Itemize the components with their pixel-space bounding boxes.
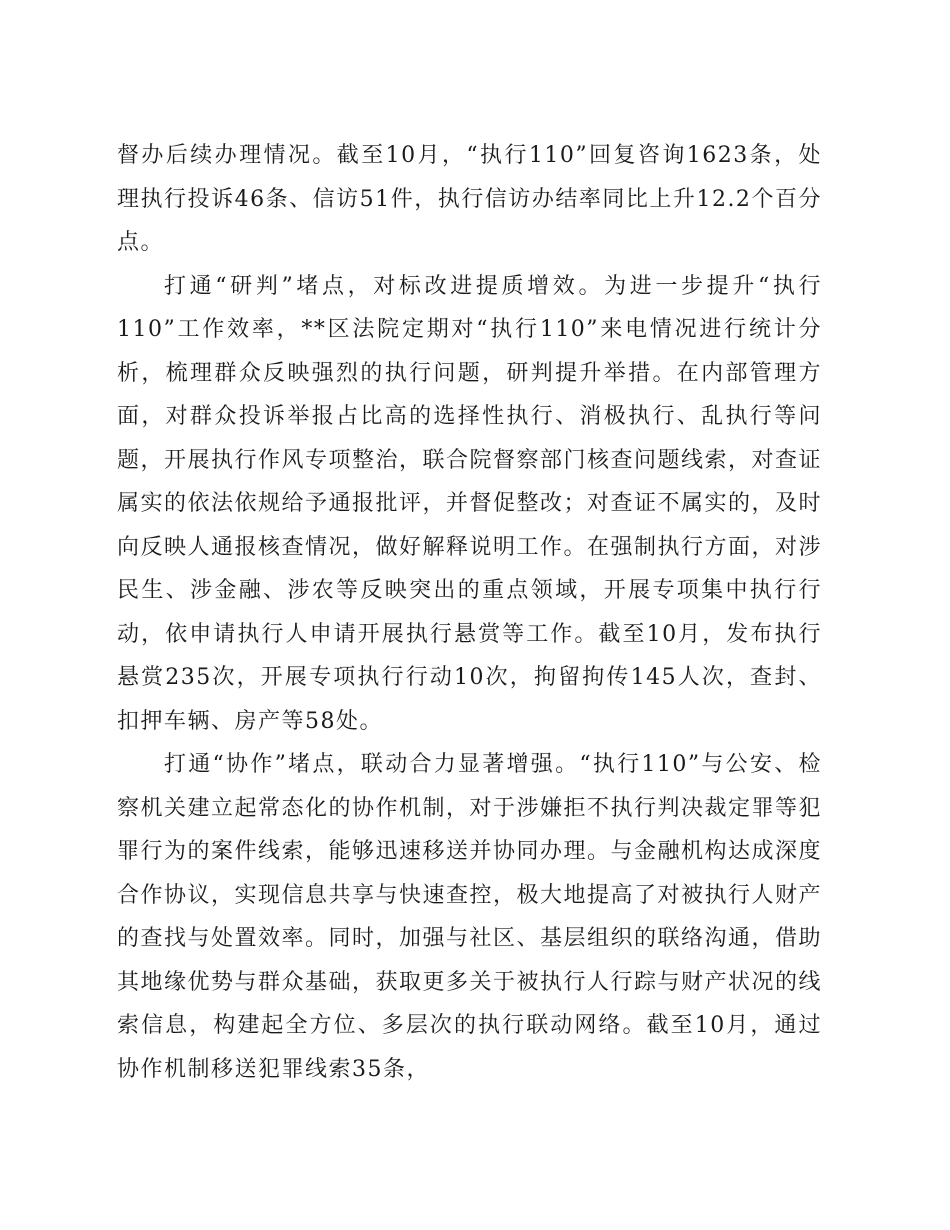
document-body xyxy=(117,134,822,1091)
paragraph-continuation: 督办后续办理情况。截至10月，“执行110”回复咨询1623条，处理执行投诉46条、信访51件，执行信访办结率同比上升12.2个百分点。 xyxy=(117,143,822,255)
paragraph-collaboration: 打通“协作”堵点，联动合力显著增强。“执行110”与公安、检察机关建立起常态化的协作机制，对于涉嫌拒不执行判决裁定罪等犯罪行为的案件线索，能够迅速移送并协同办理。与金融机构达成深度合作协议，实现信息共享与快速查控，极大地提高了对被执行人财产的查找与处置效率。同时，加强与社区、基层组织的联络沟通，借助其地缘优势与群众基础，获取更多关于被执行人行踪与财产状况的线索信息，构建起全方位、多层次的执行联动网络。截至10月，通过协作机制移送犯罪线索35条， xyxy=(117,752,823,1082)
paragraph-research: 打通“研判”堵点，对标改进提质增效。为进一步提升“执行110”工作效率，**区法院定期对“执行110”来电情况进行统计分析，梳理群众反映强烈的执行问题，研判提升举措。在内部管理方面，对群众投诉举报占比高的选择性执行、消极执行、乱执行等问题，开展执行作风专项整治，联合院督察部门核查问题线索，对查证属实的依法依规给予通报批评，并督促整改；对查证不属实的，及时向反映人通报核查情况，做好解释说明工作。在强制执行方面，对涉民生、涉金融、涉农等反映突出的重点领域，开展专项集中执行行动，依申请执行人申请开展执行悬赏等工作。截至10月，发布执行悬赏235次，开展专项执行行动10次，拘留拘传145人次，查封、扣押车辆、房产等58处。 xyxy=(117,273,823,734)
